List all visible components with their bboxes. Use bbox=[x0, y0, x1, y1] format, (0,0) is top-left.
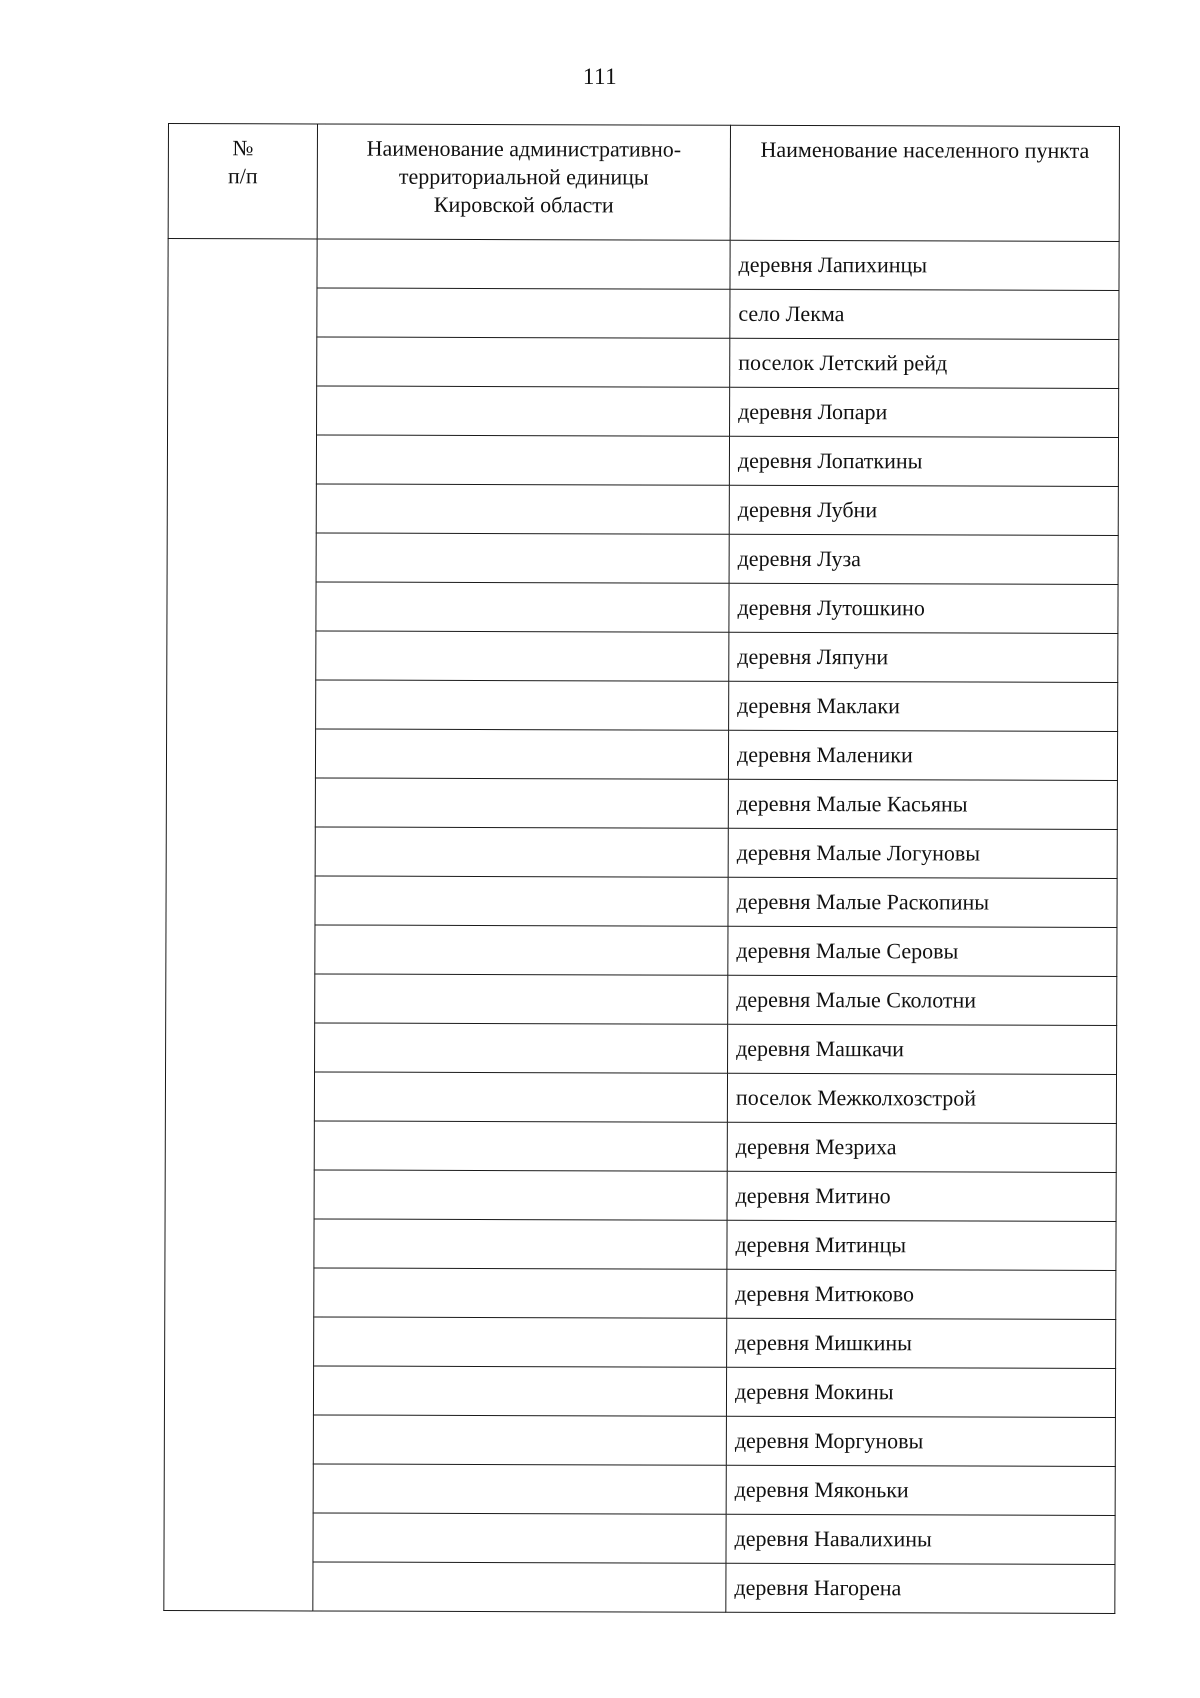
admin-unit-cell bbox=[317, 288, 730, 338]
admin-unit-cell bbox=[313, 1562, 726, 1612]
settlement-cell: поселок Летский рейд bbox=[730, 338, 1119, 388]
admin-unit-cell bbox=[315, 1023, 728, 1073]
header-admin-line: территориальной единицы bbox=[398, 163, 649, 190]
settlement-cell: деревня Лопари bbox=[730, 387, 1119, 437]
admin-unit-cell bbox=[313, 1513, 726, 1563]
admin-unit-cell bbox=[314, 1268, 727, 1318]
settlement-cell: деревня Митино bbox=[727, 1171, 1116, 1221]
header-admin-line: Кировской области bbox=[433, 191, 614, 218]
admin-unit-cell bbox=[317, 337, 730, 387]
settlement-cell: деревня Малые Логуновы bbox=[728, 828, 1117, 878]
settlement-cell: деревня Машкачи bbox=[728, 1024, 1117, 1074]
admin-unit-cell bbox=[314, 1317, 727, 1367]
settlement-cell: деревня Мезриха bbox=[727, 1122, 1116, 1172]
admin-unit-cell bbox=[317, 239, 730, 289]
header-number-line: № bbox=[232, 135, 254, 161]
header-settlement-line: Наименование населенного пункта bbox=[760, 136, 1090, 163]
admin-unit-cell bbox=[315, 876, 728, 926]
settlements-table bbox=[163, 123, 1120, 1614]
header-number-line: п/п bbox=[227, 163, 258, 189]
table-body bbox=[164, 239, 1119, 1614]
admin-unit-cell bbox=[314, 1170, 727, 1220]
settlement-cell: село Лекма bbox=[730, 289, 1119, 339]
admin-unit-cell bbox=[314, 1219, 727, 1269]
settlement-cell: деревня Маклаки bbox=[729, 681, 1118, 731]
admin-unit-cell bbox=[315, 729, 728, 779]
settlement-cell: деревня Ляпуни bbox=[729, 632, 1118, 682]
admin-unit-cell bbox=[313, 1415, 726, 1465]
settlement-cell: деревня Навалихины bbox=[726, 1514, 1115, 1564]
header-admin-unit bbox=[317, 124, 730, 240]
settlement-cell: деревня Митюково bbox=[727, 1269, 1116, 1319]
admin-unit-cell bbox=[314, 1121, 727, 1171]
admin-unit-cell bbox=[316, 484, 729, 534]
settlement-cell: деревня Мокины bbox=[726, 1367, 1115, 1417]
admin-unit-cell bbox=[316, 680, 729, 730]
settlement-cell: поселок Межколхозстрой bbox=[727, 1073, 1116, 1123]
admin-unit-cell bbox=[313, 1464, 726, 1514]
settlement-cell: деревня Лопаткины bbox=[729, 436, 1118, 486]
settlement-cell: деревня Нагорена bbox=[726, 1563, 1115, 1613]
admin-unit-cell bbox=[315, 925, 728, 975]
settlement-cell: деревня Моргуновы bbox=[726, 1416, 1115, 1466]
settlement-cell: деревня Луза bbox=[729, 534, 1118, 584]
settlement-cell: деревня Лутошкино bbox=[729, 583, 1118, 633]
admin-unit-cell bbox=[316, 533, 729, 583]
settlement-cell: деревня Мишкины bbox=[727, 1318, 1116, 1368]
admin-unit-cell bbox=[313, 1366, 726, 1416]
settlement-cell: деревня Малeники bbox=[728, 730, 1117, 780]
header-settlement bbox=[730, 125, 1119, 241]
admin-unit-cell bbox=[315, 778, 728, 828]
settlement-cell: деревня Мяконьки bbox=[726, 1465, 1115, 1515]
header-admin-line: Наименование административно- bbox=[366, 135, 682, 162]
header-number bbox=[168, 124, 317, 239]
admin-unit-cell bbox=[315, 827, 728, 877]
settlement-cell: деревня Малые Касьяны bbox=[728, 779, 1117, 829]
page-number: 111 bbox=[582, 64, 618, 89]
settlement-cell: деревня Малые Сколотни bbox=[728, 975, 1117, 1025]
number-cell bbox=[164, 239, 317, 1611]
admin-unit-cell bbox=[317, 386, 730, 436]
settlement-cell: деревня Лубни bbox=[729, 485, 1118, 535]
settlement-cell: деревня Малые Раскопины bbox=[728, 877, 1117, 927]
settlement-cell: деревня Лапихинцы bbox=[730, 240, 1119, 290]
table-row bbox=[168, 239, 1119, 291]
admin-unit-cell bbox=[315, 974, 728, 1024]
table-header-row bbox=[168, 124, 1119, 242]
admin-unit-cell bbox=[316, 582, 729, 632]
settlement-cell: деревня Малые Серовы bbox=[728, 926, 1117, 976]
admin-unit-cell bbox=[316, 435, 729, 485]
settlement-cell: деревня Митинцы bbox=[727, 1220, 1116, 1270]
admin-unit-cell bbox=[316, 631, 729, 681]
admin-unit-cell bbox=[314, 1072, 727, 1122]
